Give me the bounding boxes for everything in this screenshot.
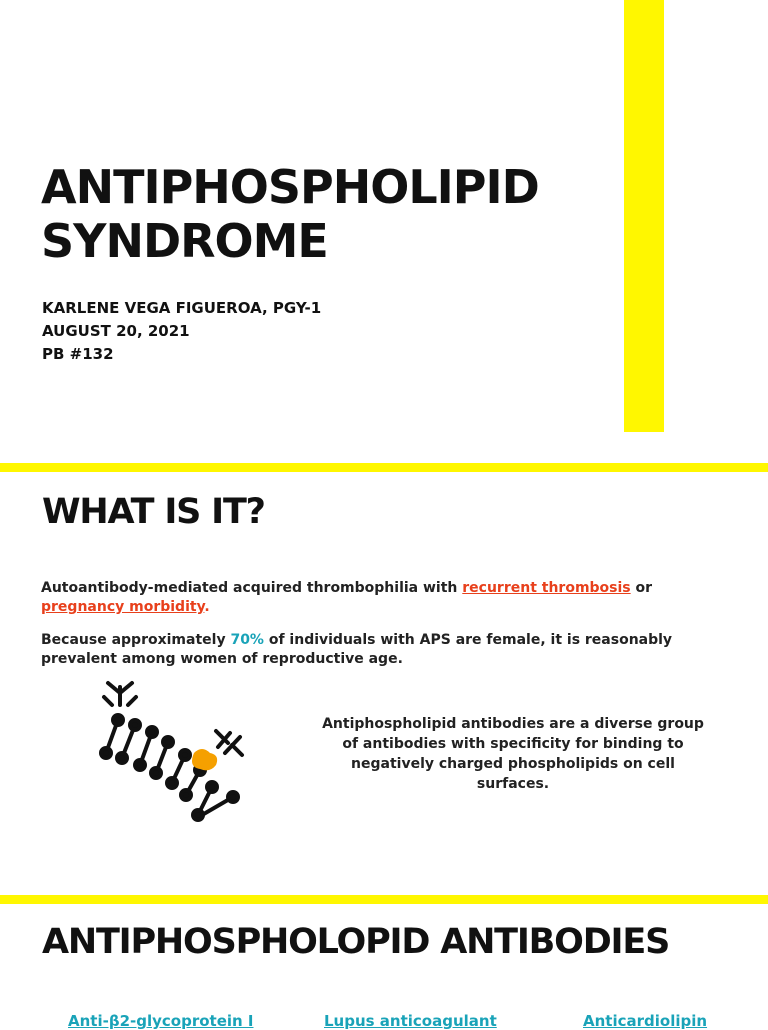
- prevalence-percent: 70%: [230, 632, 264, 648]
- recurrent-thrombosis-link[interactable]: recurrent thrombosis: [462, 580, 631, 596]
- title-line-1: ANTIPHOSPHOLIPID: [41, 160, 539, 214]
- title-line-2: SYNDROME: [41, 214, 328, 268]
- definition-connector: or: [630, 580, 653, 596]
- prevalence-text-end: of individuals with APS are female, it is reasonably prevalent among women of reproductive age.: [41, 632, 673, 667]
- pregnancy-morbidity-link[interactable]: pregnancy morbidity: [41, 599, 205, 615]
- date: AUGUST 20, 2021: [42, 322, 190, 340]
- section-divider-2: [0, 895, 768, 904]
- definition-text: Autoantibody-mediated acquired thrombophilia with: [41, 580, 463, 596]
- pb-number: PB #132: [42, 345, 114, 363]
- prevalence-text-start: Because approximately: [41, 632, 231, 648]
- lupus-anticoagulant-link[interactable]: Lupus anticoagulant: [324, 1012, 497, 1030]
- presentation-meta: [42, 297, 321, 366]
- antibody-description: Antiphospholipid antibodies are a diverse group of antibodies with specificity for binding to negatively charged phospholipids on cell surfaces.: [322, 716, 704, 792]
- anticardiolipin-link[interactable]: Anticardiolipin: [583, 1012, 708, 1030]
- author: KARLENE VEGA FIGUEROA, PGY-1: [42, 299, 322, 317]
- what-is-it-heading: WHAT IS IT?: [42, 492, 265, 532]
- presentation-title: [41, 160, 539, 268]
- definition-period: .: [204, 599, 210, 615]
- antibody-phospholipid-icon: [90, 675, 260, 830]
- accent-bar-vertical: [624, 0, 664, 432]
- definition-paragraph: [41, 579, 701, 617]
- prevalence-paragraph: [41, 631, 701, 669]
- section-divider-1: [0, 463, 768, 472]
- antibodies-heading: ANTIPHOSPHOLOPID ANTIBODIES: [42, 922, 670, 962]
- anti-b2-glycoprotein-link[interactable]: Anti-β2-glycoprotein I: [68, 1012, 254, 1030]
